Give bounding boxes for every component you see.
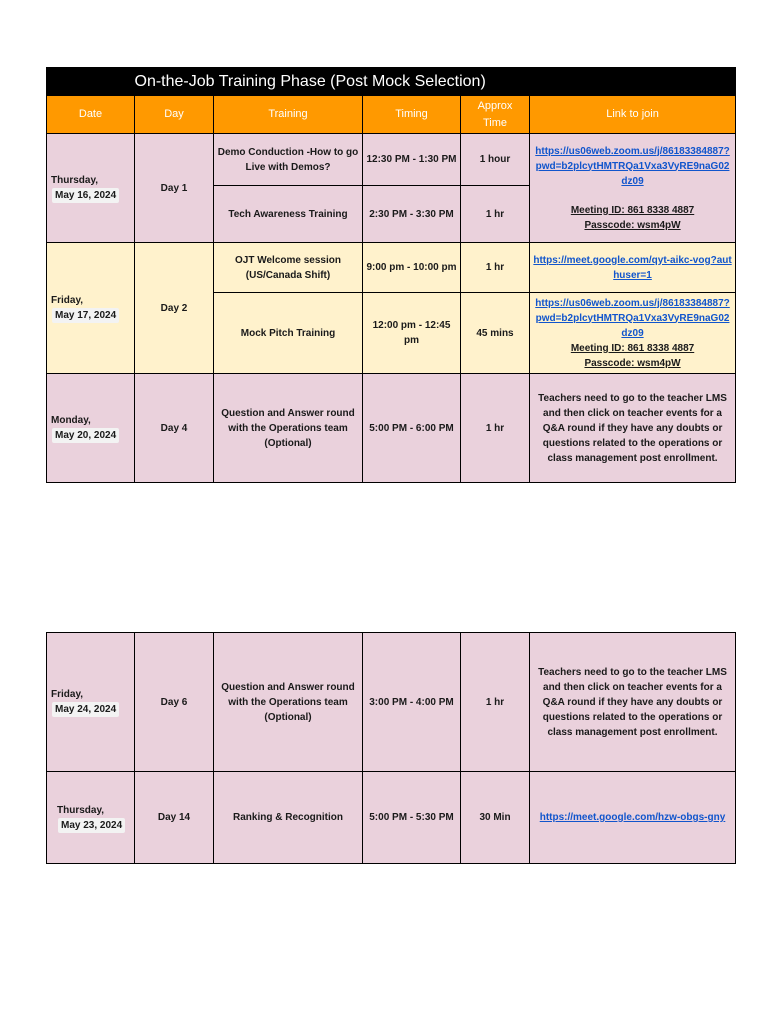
timing-cell: 2:30 PM - 3:30 PM — [363, 186, 461, 243]
date-cell — [47, 374, 135, 483]
approx-cell: 1 hr — [461, 186, 530, 243]
table-row — [47, 772, 736, 864]
timing-cell: 5:00 PM - 6:00 PM — [363, 374, 461, 483]
date-cell — [47, 134, 135, 243]
header-training: Training — [214, 96, 363, 134]
training-cell: Question and Answer round with the Operations team (Optional) — [214, 374, 363, 483]
header-approx-time — [461, 96, 530, 134]
header-row — [47, 96, 736, 134]
meeting-id: Meeting ID: 861 8338 4887 — [570, 204, 695, 216]
link-cell — [530, 243, 736, 293]
day-cell: Day 14 — [135, 772, 214, 864]
date-value: May 17, 2024 — [52, 308, 119, 323]
meeting-id: Meeting ID: 861 8338 4887 — [570, 342, 695, 354]
date-value: May 24, 2024 — [52, 702, 119, 717]
date-value: May 20, 2024 — [52, 428, 119, 443]
link-cell — [530, 293, 736, 374]
day-cell: Day 6 — [135, 633, 214, 772]
timing-cell: 3:00 PM - 4:00 PM — [363, 633, 461, 772]
day-cell: Day 1 — [135, 134, 214, 243]
training-cell: Tech Awareness Training — [214, 186, 363, 243]
training-cell: Ranking & Recognition — [214, 772, 363, 864]
day-cell: Day 4 — [135, 374, 214, 483]
note-cell: Teachers need to go to the teacher LMS and then click on teacher events for a Q&A round if they have any doubts or questions related to the operations or class management post enrollment. — [530, 374, 736, 483]
header-approx-line2: Time — [482, 116, 508, 129]
timing-cell: 12:00 pm - 12:45 pm — [363, 293, 461, 374]
passcode: Passcode: wsm4pW — [584, 357, 681, 369]
zoom-link[interactable]: https://us06web.zoom.us/j/86183384887?pwd=b2plcytHMTRQa1Vxa3VyRE9naG02dz09 — [535, 145, 730, 187]
title-spacer — [47, 68, 135, 96]
schedule-table-2 — [46, 632, 736, 864]
date-weekday: Thursday, — [51, 175, 99, 186]
training-cell: Question and Answer round with the Operations team (Optional) — [214, 633, 363, 772]
timing-cell: 12:30 PM - 1:30 PM — [363, 134, 461, 186]
date-value: May 16, 2024 — [52, 188, 119, 203]
approx-cell: 1 hr — [461, 633, 530, 772]
training-cell: OJT Welcome session (US/Canada Shift) — [214, 243, 363, 293]
timing-cell: 9:00 pm - 10:00 pm — [363, 243, 461, 293]
date-weekday: Friday, — [51, 689, 84, 700]
table-row — [47, 633, 736, 772]
header-day: Day — [135, 96, 214, 134]
link-cell — [530, 772, 736, 864]
title-row — [47, 68, 736, 96]
passcode: Passcode: wsm4pW — [584, 219, 681, 231]
header-timing: Timing — [363, 96, 461, 134]
date-cell — [47, 772, 135, 864]
note-cell: Teachers need to go to the teacher LMS and then click on teacher events for a Q&A round if they have any doubts or questions related to the operations or class management post enrollment. — [530, 633, 736, 772]
meet-link[interactable]: https://meet.google.com/hzw-obgs-gny — [539, 812, 726, 823]
link-cell — [530, 134, 736, 243]
header-link: Link to join — [530, 96, 736, 134]
meet-link[interactable]: https://meet.google.com/qyt-aikc-vog?authuser=1 — [533, 254, 732, 281]
training-cell: Demo Conduction -How to go Live with Demos? — [214, 134, 363, 186]
timing-cell: 5:00 PM - 5:30 PM — [363, 772, 461, 864]
date-value: May 23, 2024 — [58, 818, 125, 833]
approx-cell: 30 Min — [461, 772, 530, 864]
zoom-link[interactable]: https://us06web.zoom.us/j/86183384887?pwd=b2plcytHMTRQa1Vxa3VyRE9naG02dz09 — [535, 297, 730, 339]
header-date: Date — [47, 96, 135, 134]
approx-cell: 45 mins — [461, 293, 530, 374]
date-weekday: Friday, — [51, 295, 84, 306]
schedule-table-1 — [46, 67, 736, 483]
training-cell: Mock Pitch Training — [214, 293, 363, 374]
day-cell: Day 2 — [135, 243, 214, 374]
header-approx-line1: Approx — [477, 99, 513, 112]
approx-cell: 1 hr — [461, 243, 530, 293]
date-weekday: Monday, — [51, 415, 91, 426]
date-cell — [47, 633, 135, 772]
table-row — [47, 374, 736, 483]
table-row — [47, 243, 736, 293]
approx-cell: 1 hour — [461, 134, 530, 186]
approx-cell: 1 hr — [461, 374, 530, 483]
table-title: On-the-Job Training Phase (Post Mock Selection) — [135, 68, 736, 96]
table-row — [47, 134, 736, 186]
date-weekday: Thursday, — [57, 804, 105, 816]
date-cell — [47, 243, 135, 374]
